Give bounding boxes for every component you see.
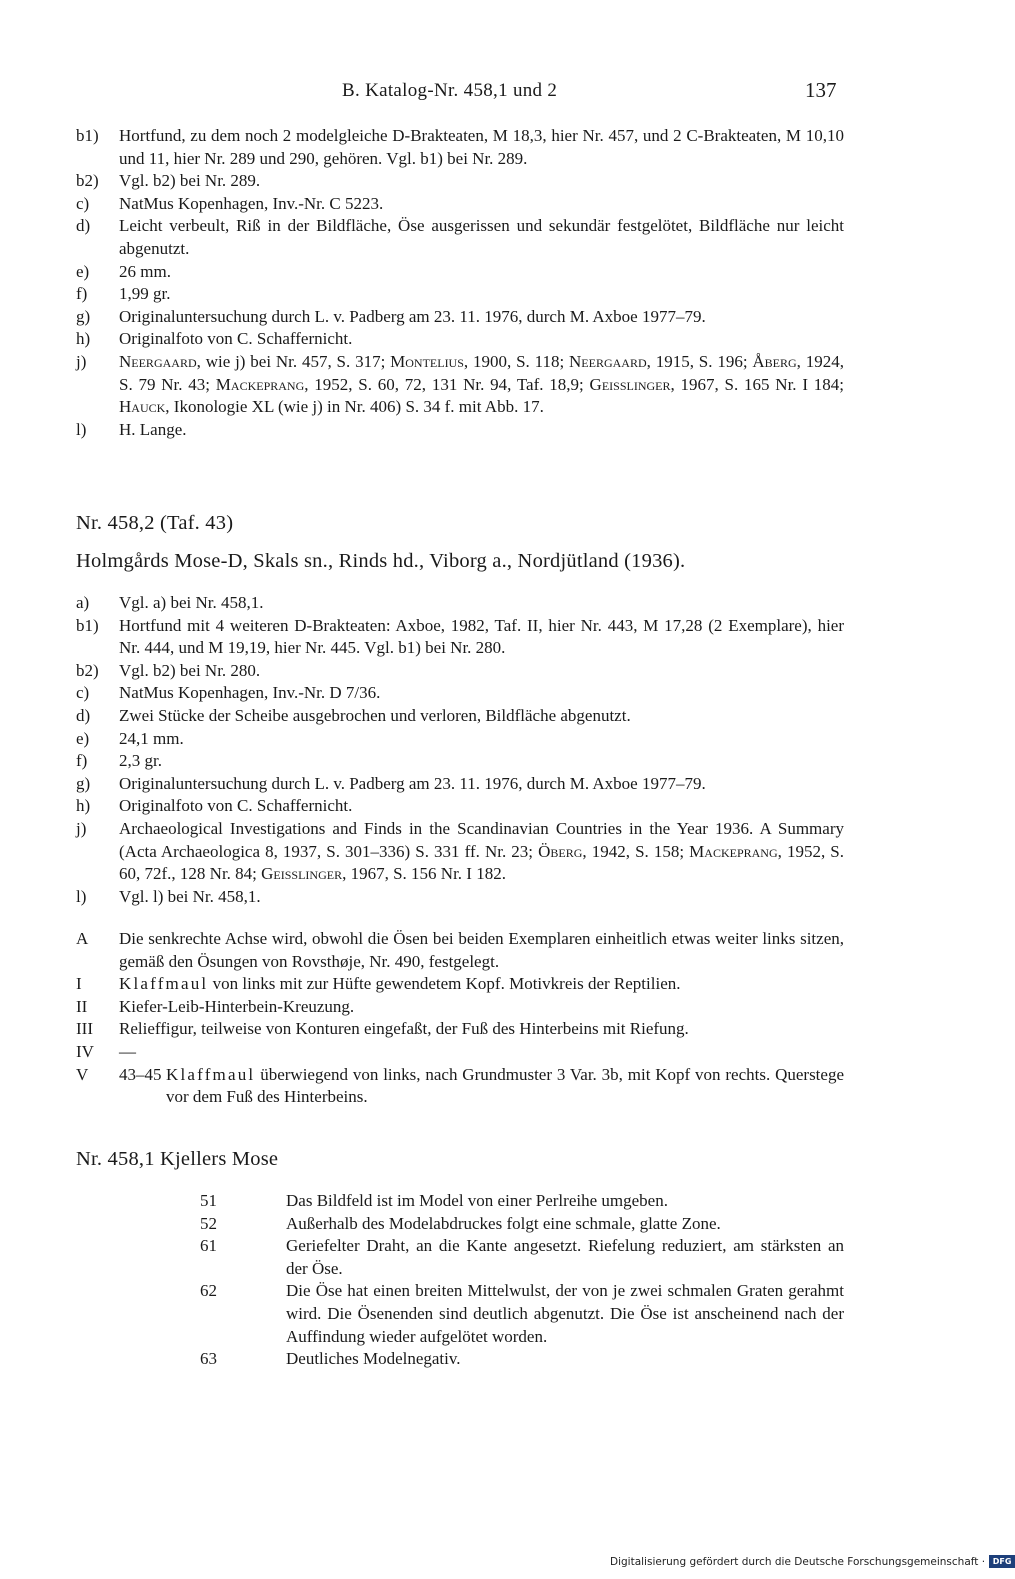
field-j: j) Archaeological Investigations and Finds in the Scandinavian Countries in the Year 1936. A Summary (Acta Archaeologica 8, 1937, S. 301–336) S. 331 ff. Nr. 23; Öberg, 1942, S. 158; Mackeprang, 1952, S. 60, 72f., 128 Nr. 84; Geisslinger, 1967, S. 156 Nr. I 182.: [76, 818, 844, 884]
field-e: e) 24,1 mm.: [76, 728, 184, 748]
catalog-entry-458-2: [76, 592, 844, 908]
desc-III: III Relieffigur, teilweise von Konturen eingefaßt, der Fuß des Hinterbeins mit Riefung.: [76, 1019, 689, 1039]
note-item: 51 Das Bildfeld ist im Model von einer Perlreihe umgeben.: [200, 1191, 668, 1210]
description-block: [76, 928, 844, 1109]
field-b1: b1) Hortfund, zu dem noch 2 modelgleiche D-Brakteaten, M 18,3, hier Nr. 457, und 2 C-Brakteaten, M 10,10 und 11, hier Nr. 289 und 290, gehören. Vgl. b1) bei Nr. 289.: [76, 126, 844, 168]
desc-A: A Die senkrechte Achse wird, obwohl die Ösen bei beiden Exemplaren einheitlich etwas weiter links sitzen, gemäß den Ösungen von Rovsthøje, Nr. 490, festgelegt.: [76, 929, 844, 971]
entry-heading: Nr. 458,2 (Taf. 43): [76, 512, 234, 534]
catalog-entry-458-1: [76, 125, 844, 441]
digitization-footer: [610, 1555, 1015, 1568]
field-c: c) NatMus Kopenhagen, Inv.-Nr. C 5223.: [76, 193, 384, 213]
note-item: 63 Deutliches Modelnegativ.: [200, 1349, 461, 1369]
note-item: 52 Außerhalb des Modelabdruckes folgt eine schmale, glatte Zone.: [200, 1213, 721, 1233]
numbered-notes: [76, 1190, 844, 1371]
field-l: l) Vgl. l) bei Nr. 458,1.: [76, 886, 261, 906]
page-number: 137: [805, 78, 837, 102]
note-item: 61 Geriefelter Draht, an die Kante angesetzt. Riefelung reduziert, am stärksten an der Öse.: [200, 1236, 844, 1278]
desc-IV: IV —: [76, 1041, 136, 1061]
field-e: e) 26 mm.: [76, 261, 171, 281]
site-name: Holmgårds Mose-D, Skals sn., Rinds hd., Viborg a., Nordjütland (1936).: [76, 550, 686, 572]
field-g: g) Originaluntersuchung durch L. v. Padberg am 23. 11. 1976, durch M. Axboe 1977–79.: [76, 773, 706, 793]
field-b2: b2) Vgl. b2) bei Nr. 289.: [76, 171, 261, 191]
field-h: h) Originalfoto von C. Schaffernicht.: [76, 329, 353, 349]
desc-I: I Klaffmaul von links mit zur Hüfte gewendetem Kopf. Motivkreis der Reptilien.: [76, 974, 681, 994]
field-l: l) H. Lange.: [76, 419, 187, 439]
running-header: B. Katalog-Nr. 458,1 und 2: [342, 80, 558, 101]
section-heading: Nr. 458,1 Kjellers Mose: [76, 1148, 279, 1170]
field-d: d) Zwei Stücke der Scheibe ausgebrochen und verloren, Bildfläche abgenutzt.: [76, 705, 631, 725]
field-b1: b1) Hortfund mit 4 weiteren D-Brakteaten: Axboe, 1982, Taf. II, hier Nr. 443, M 17,28 (2 Exemplare), hier Nr. 444, und M 19,19, hier Nr. 445. Vgl. b1) bei Nr. 280.: [76, 615, 844, 658]
field-a: a) Vgl. a) bei Nr. 458,1.: [76, 593, 264, 612]
footer-text: Digitalisierung gefördert durch die Deutsche Forschungsgemeinschaft ·: [610, 1555, 986, 1568]
field-g: g) Originaluntersuchung durch L. v. Padberg am 23. 11. 1976, durch M. Axboe 1977–79.: [76, 306, 706, 326]
field-h: h) Originalfoto von C. Schaffernicht.: [76, 796, 353, 816]
dfg-logo: DFG: [989, 1555, 1015, 1568]
field-j: j) Neergaard, wie j) bei Nr. 457, S. 317; Montelius, 1900, S. 118; Neergaard, 1915, S. 196; Åberg, 1924, S. 79 Nr. 43; Mackeprang, 1952, S. 60, 72, 131 Nr. 94, Taf. 18,9; Geisslinger, 1967, S. 165 Nr. I 184; Hauck, Ikonologie XL (wie j) in Nr. 406) S. 34 f. mit Abb. 17.: [76, 351, 845, 417]
field-f: f) 1,99 gr.: [76, 284, 171, 304]
field-f: f) 2,3 gr.: [76, 751, 162, 771]
desc-V: V 43–45 Klaffmaul überwiegend von links, nach Grundmuster 3 Var. 3b, mit Kopf von rechts. Querstege vor dem Fuß des Hinterbeins.: [76, 1064, 844, 1107]
field-d: d) Leicht verbeult, Riß in der Bildfläche, Öse ausgerissen und sekundär festgelötet, Bildfläche nur leicht abgenutzt.: [76, 216, 844, 258]
field-c: c) NatMus Kopenhagen, Inv.-Nr. D 7/36.: [76, 683, 381, 703]
desc-II: II Kiefer-Leib-Hinterbein-Kreuzung.: [76, 996, 355, 1016]
field-b2: b2) Vgl. b2) bei Nr. 280.: [76, 660, 261, 680]
note-item: 62 Die Öse hat einen breiten Mittelwulst, der von je zwei schmalen Graten gerahmt wird. Die Ösenenden sind deutlich abgenutzt. Die Öse ist anscheinend nach der Auffindung wieder aufgelötet worden.: [200, 1281, 844, 1346]
